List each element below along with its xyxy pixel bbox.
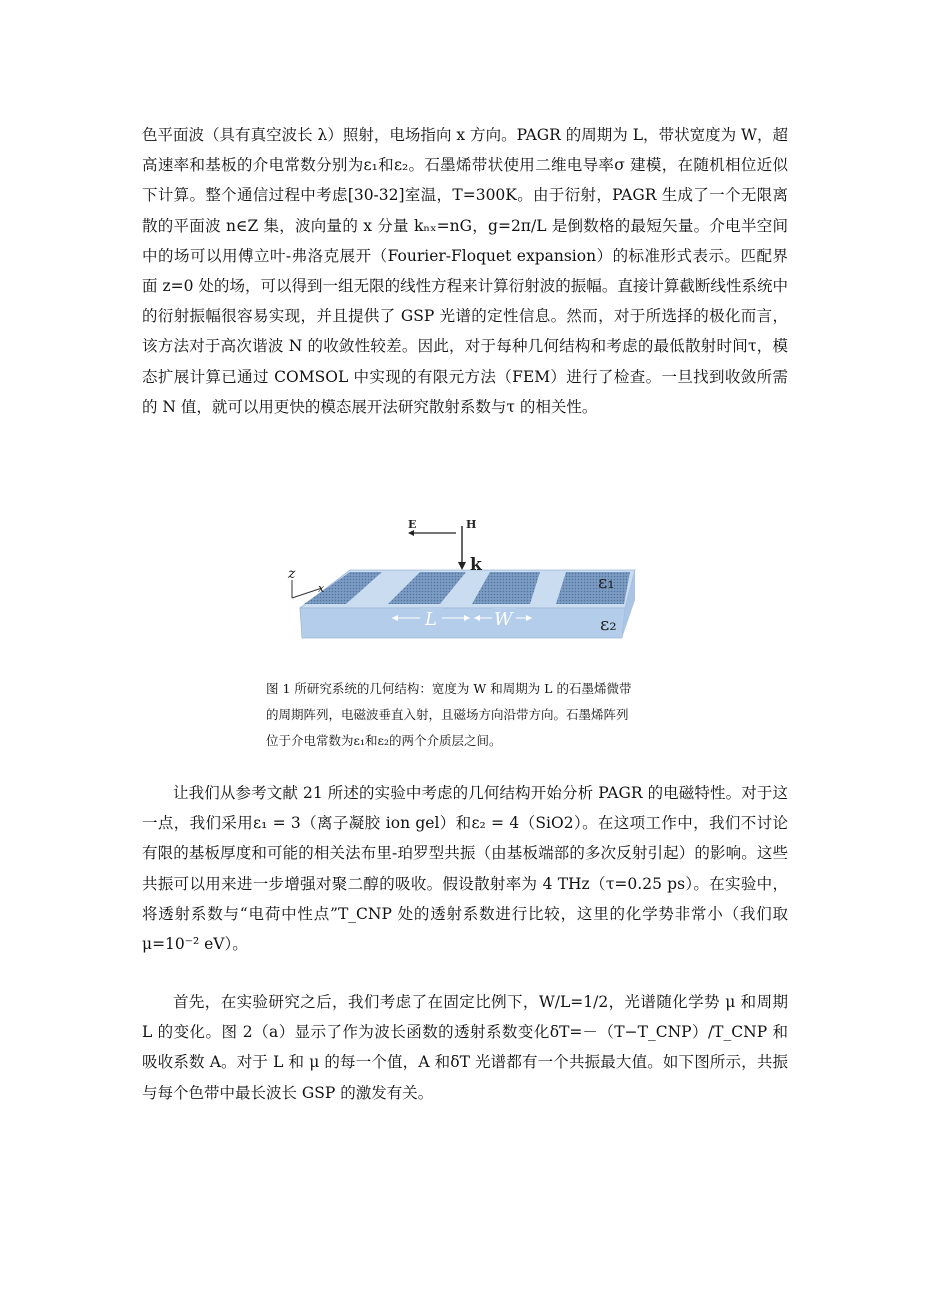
width-label-W: W <box>494 609 513 630</box>
e-field-label: E <box>408 518 417 531</box>
k-vector-label: k <box>470 555 482 575</box>
epsilon-1-label: ε₁ <box>598 572 615 593</box>
paragraph-1: 色平面波（具有真空波长 λ）照射，电场指向 x 方向。PAGR 的周期为 L，带状宽度为 W，超高速率和基板的介电常数分别为ε₁和ε₂。石墨烯带状使用二维电导率σ 建模，在随机相位近似下计算。整个通信过程中考虑[30-32]室温，T=300K。由于衍射，PAGR 生成了一个无限离散的平面波 n∈Z 集，波向量的 x 分量 kₙₓ=nG，g=2π/L 是倒数格的最短矢量。介电半空间中的场可以用傅立叶-弗洛克展开（Fourier-Floquet expansion）的标准形式表示。匹配界面 z=0 处的场，可以得到一组无限的线性方程来计算衍射波的振幅。直接计算截断线性系统中的衍射振幅很容易实现，并且提供了 GSP 光谱的定性信息。然而，对于所选择的极化而言，该方法对于高次谐波 N 的收敛性较差。因此，对于每种几何结构和考虑的最低散射时间τ，模态扩展计算已通过 COMSOL 中实现的有限元方法（FEM）进行了检查。一旦找到收敛所需的 N 值，就可以用更快的模态展开法研究散射系数与τ 的相关性。 <box>142 126 788 416</box>
z-axis-label: z <box>288 566 296 582</box>
caption-line-2: 的周期阵列，电磁波垂直入射，且磁场方向沿带方向。石墨烯阵列 <box>266 707 629 722</box>
period-label-L: L <box>425 609 437 630</box>
h-field-label: H <box>466 518 477 531</box>
graphene-ribbon <box>556 572 630 604</box>
paragraph-2: 让我们从参考文献 21 所述的实验中考虑的几何结构开始分析 PAGR 的电磁特性。对于这一点，我们采用ε₁ = 3（离子凝胶 ion gel）和ε₂ = 4（SiO2）。在这项工作中，我们不讨论有限的基板厚度和可能的相关法布里-珀罗型共振（由基板端部的多次反射引起）的影响。这些共振可以用来进一步增强对聚二醇的吸收。假设散射率为 4 THz（τ=0.25 ps）。在实验中，将透射系数与“电荷中性点”T_CNP 处的透射系数进行比较，这里的化学势非常小（我们取 μ=10⁻² eV）。 <box>142 784 788 954</box>
caption-line-1: 图 1 所研究系统的几何结构：宽度为 W 和周期为 L 的石墨烯微带 <box>266 681 632 696</box>
figure-1-geometry <box>280 518 640 646</box>
substrate-front-face <box>300 608 625 638</box>
figure-1-caption <box>266 676 666 754</box>
caption-line-3: 位于介电常数为ε₁和ε₂的两个介质层之间。 <box>266 733 502 748</box>
paragraph-3: 首先，在实验研究之后，我们考虑了在固定比例下，W/L=1/2，光谱随化学势 μ 和周期 L 的变化。图 2（a）显示了作为波长函数的透射系数变化δT=－（T−T_CNP）/T_CNP 和吸收系数 A。对于 L 和 μ 的每一个值，A 和δT 光谱都有一个共振最大值。如下图所示，共振与每个色带中最长波长 GSP 的激发有关。 <box>142 993 788 1102</box>
epsilon-2-label: ε₂ <box>600 614 617 635</box>
x-axis-label: x <box>318 582 325 595</box>
